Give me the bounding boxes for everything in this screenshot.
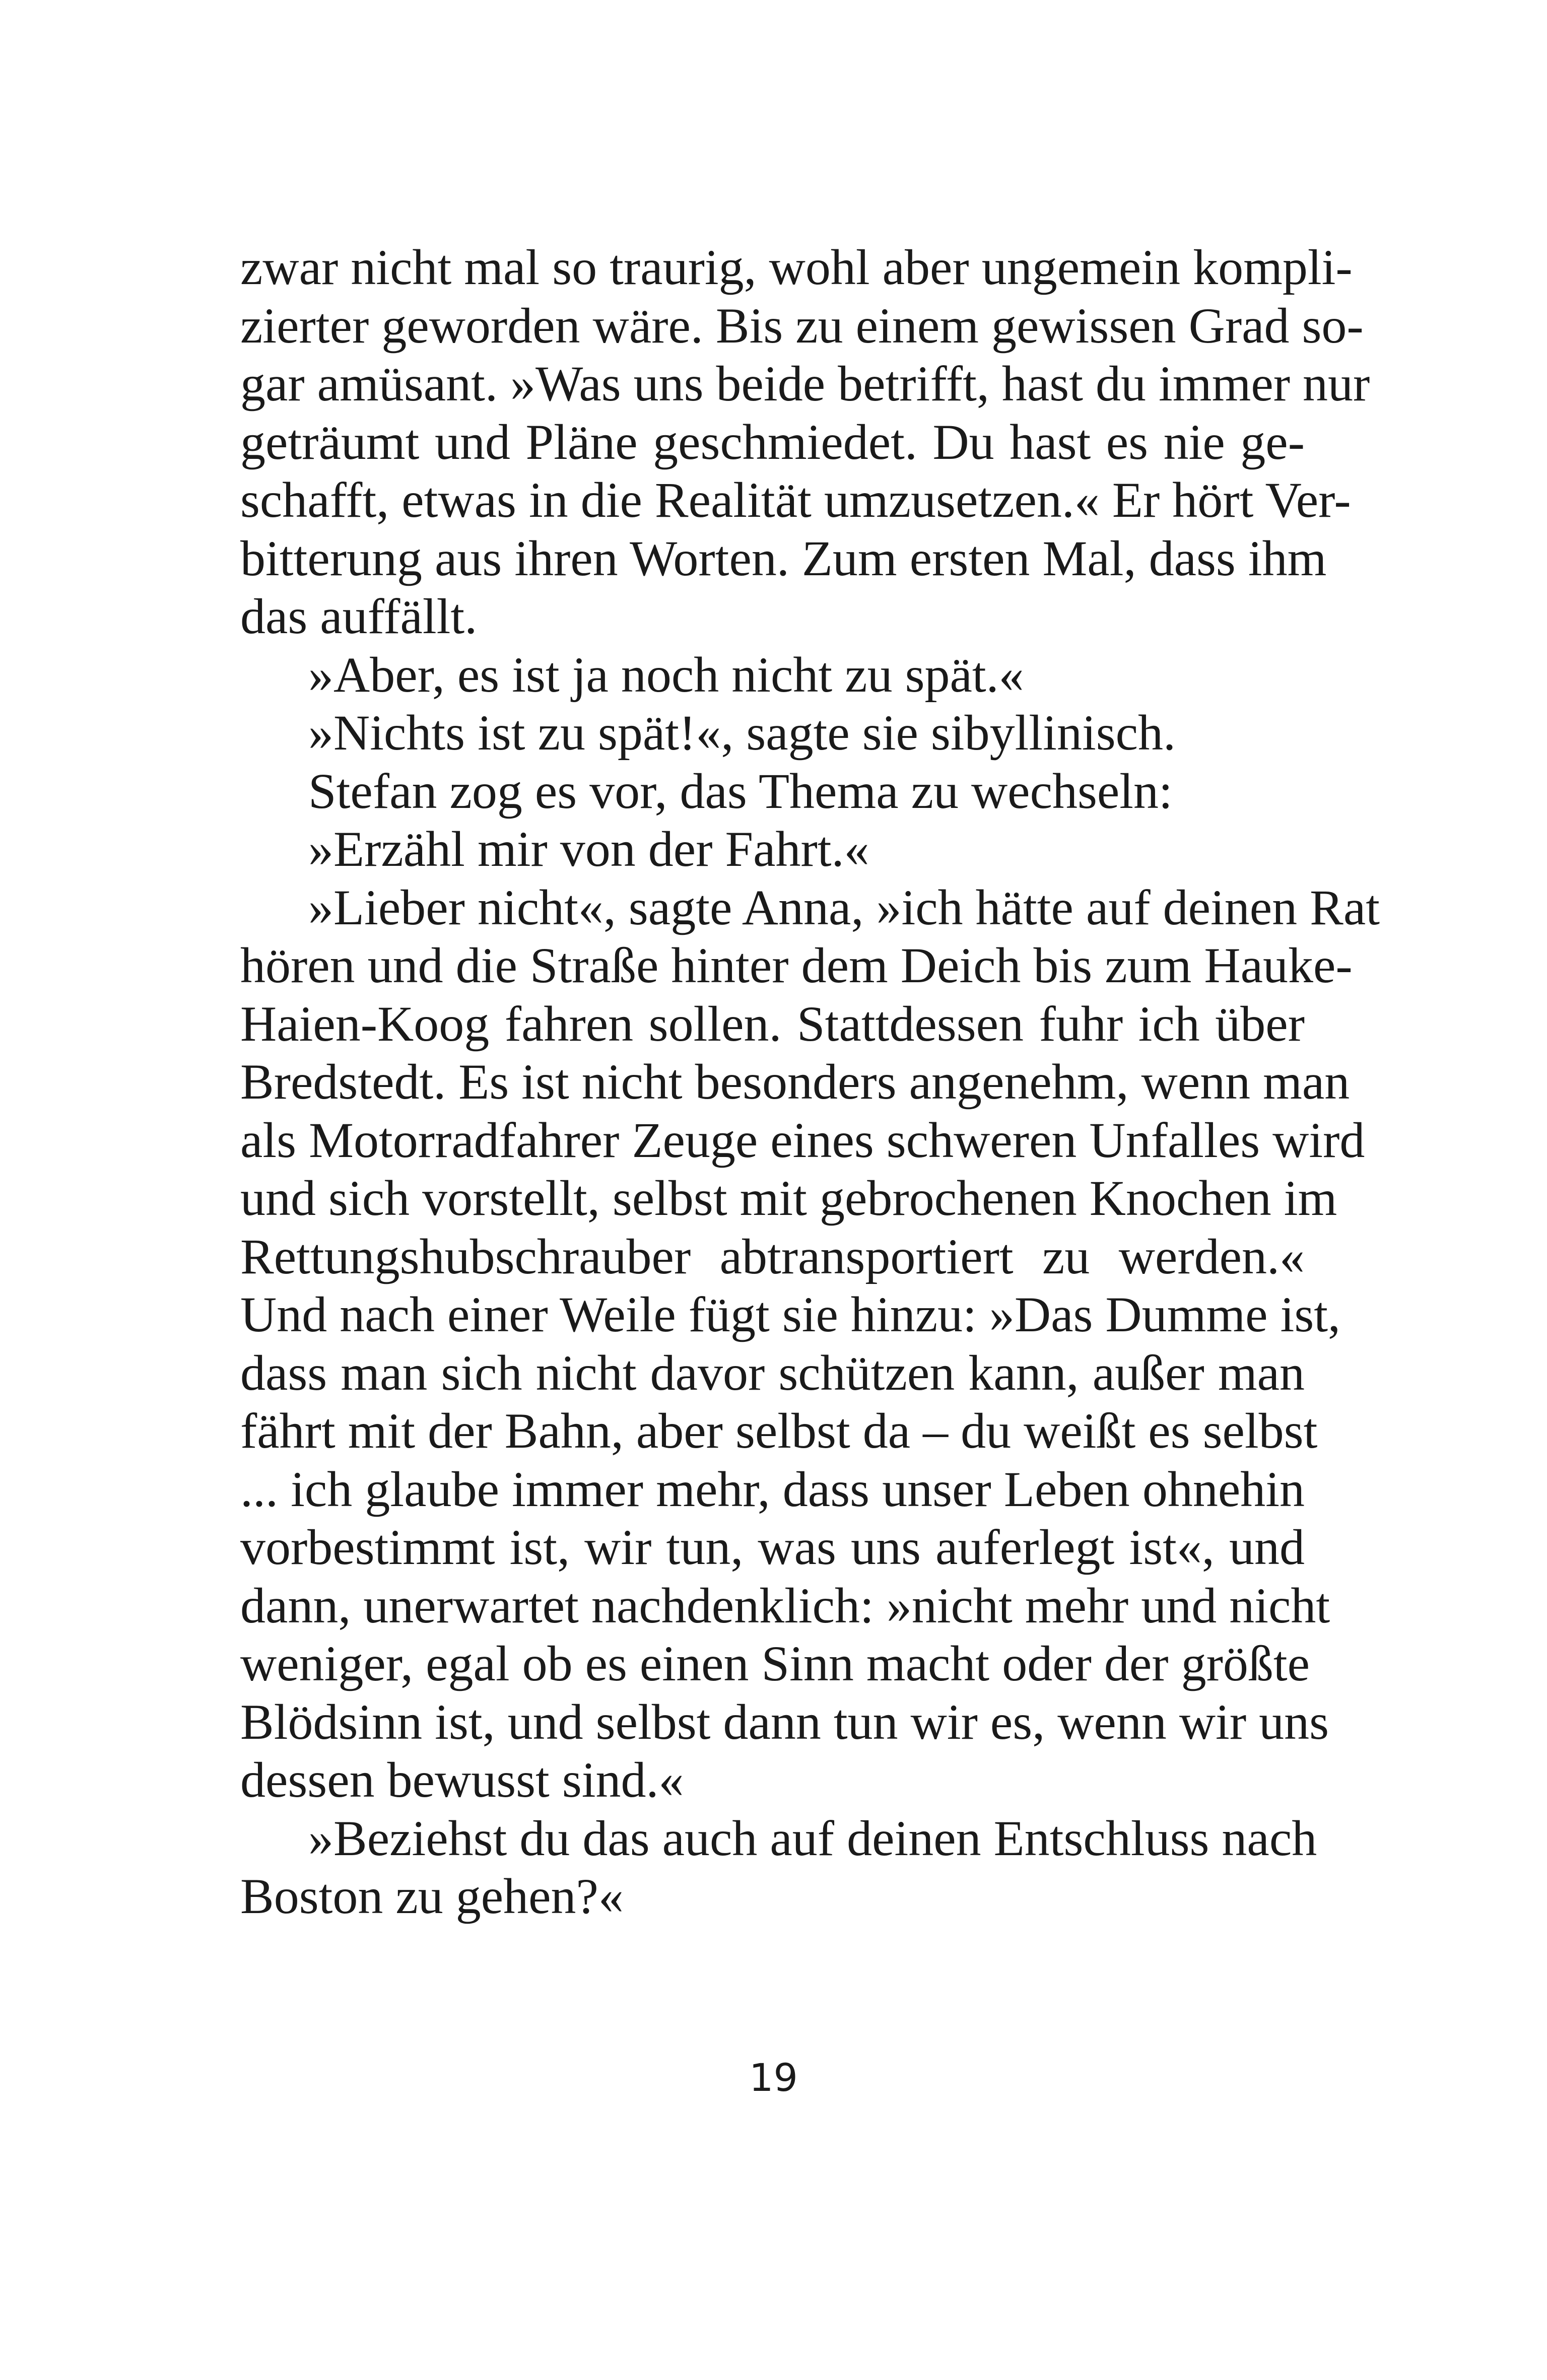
text-line: zierter geworden wäre. Bis zu einem gewissen Grad so- (240, 297, 1364, 354)
text-line: zwar nicht mal so traurig, wohl aber ungemein kompli- (240, 239, 1353, 295)
text-line: vorbestimmt ist, wir tun, was uns auferlegt ist«, und (240, 1519, 1305, 1575)
text-line: Boston zu gehen?« (240, 1868, 624, 1924)
text-line: gar amüsant. »Was uns beide betrifft, hast du immer nur (240, 356, 1370, 412)
body-text (240, 238, 1380, 1926)
text-line: »Beziehst du das auch auf deinen Entschluss nach (308, 1810, 1317, 1866)
text-line: »Nichts ist zu spät!«, sagte sie sibyllinisch. (308, 705, 1176, 761)
text-line: Haien-Koog fahren sollen. Stattdessen fuhr ich über (240, 995, 1305, 1052)
text-line: geträumt und Pläne geschmiedet. Du hast es nie ge- (240, 414, 1305, 470)
text-line: »Erzähl mir von der Fahrt.« (308, 821, 869, 877)
text-line: und sich vorstellt, selbst mit gebrochenen Knochen im (240, 1170, 1337, 1226)
text-line: das auffällt. (240, 588, 478, 644)
page-number: 19 (749, 2055, 798, 2100)
text-line: hören und die Straße hinter dem Deich bis zum Hauke- (240, 937, 1353, 993)
text-line: fährt mit der Bahn, aber selbst da – du weißt es selbst (240, 1403, 1318, 1459)
text-line: dass man sich nicht davor schützen kann, außer man (240, 1344, 1305, 1401)
text-line: dann, unerwartet nachdenklich: »nicht mehr und nicht (240, 1577, 1330, 1634)
text-line: als Motorradfahrer Zeuge eines schweren Unfalles wird (240, 1112, 1365, 1168)
text-line: »Aber, es ist ja noch nicht zu spät.« (308, 646, 1024, 703)
text-line: Und nach einer Weile fügt sie hinzu: »Das Dumme ist, (240, 1286, 1341, 1342)
text-line: weniger, egal ob es einen Sinn macht oder der größte (240, 1636, 1310, 1691)
text-line: schafft, etwas in die Realität umzusetzen.« Er hört Ver- (240, 472, 1351, 528)
text-line: Rettungshubschrauber abtransportiert zu werden.« (240, 1228, 1305, 1284)
text-line: bitterung aus ihren Worten. Zum ersten Mal, dass ihm (240, 530, 1327, 586)
text-line: »Lieber nicht«, sagte Anna, »ich hätte auf deinen Rat (308, 879, 1380, 935)
text-line: Bredstedt. Es ist nicht besonders angenehm, wenn man (240, 1054, 1350, 1110)
text-line: Blödsinn ist, und selbst dann tun wir es, wenn wir uns (240, 1693, 1329, 1750)
text-line: Stefan zog es vor, das Thema zu wechseln: (308, 763, 1173, 819)
text-line: dessen bewusst sind.« (240, 1752, 684, 1808)
text-line: ... ich glaube immer mehr, dass unser Leben ohnehin (240, 1461, 1305, 1517)
